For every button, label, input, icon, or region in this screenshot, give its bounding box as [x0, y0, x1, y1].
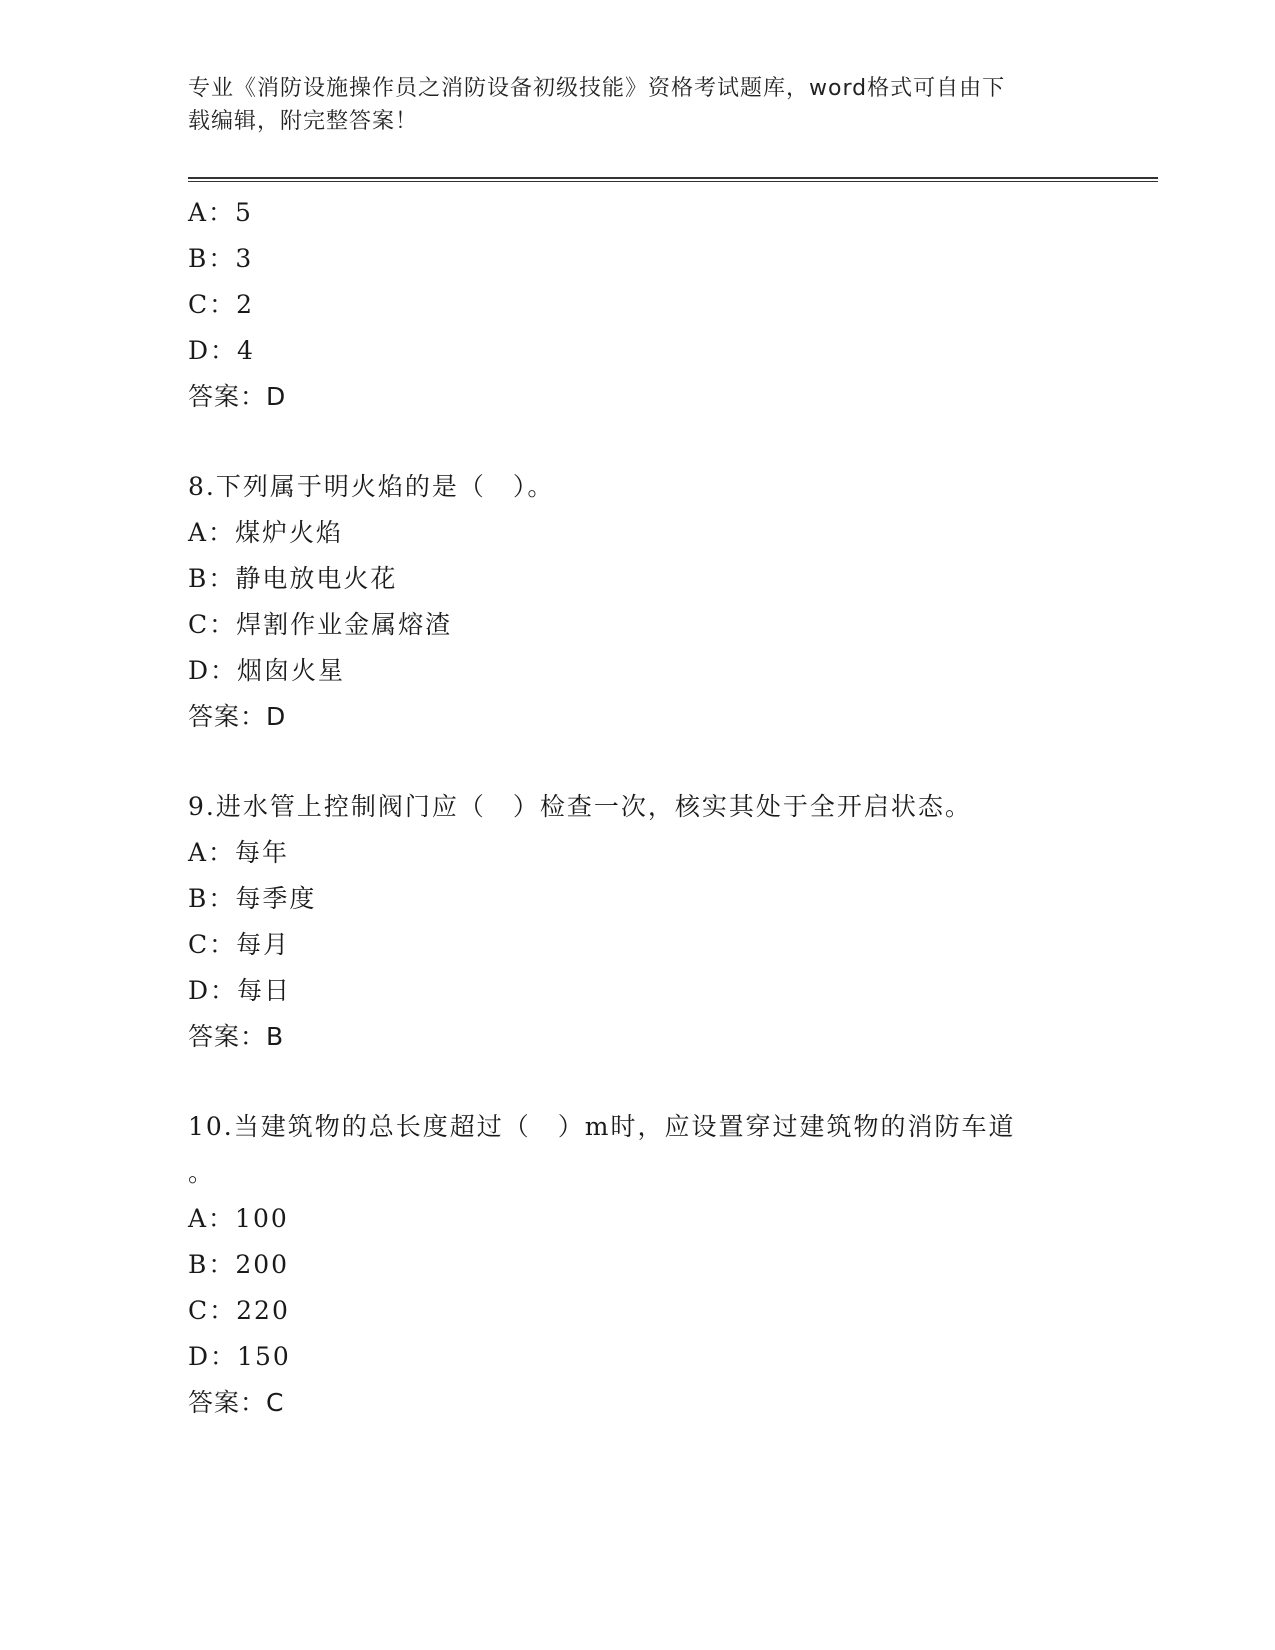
- option-a: A：煤炉火焰: [188, 518, 344, 547]
- question-list: [188, 190, 1088, 1426]
- option-c: C：每月: [188, 930, 291, 959]
- question-stem-line-1: 10.当建筑物的总长度超过（ ）m时，应设置穿过建筑物的消防车道: [188, 1112, 1016, 1141]
- page-header: [188, 72, 1088, 138]
- option-c: C：焊割作业金属熔渣: [188, 610, 453, 639]
- option-c: C：220: [188, 1296, 290, 1325]
- answer: 答案：B: [188, 1022, 285, 1051]
- option-b: B：每季度: [188, 884, 317, 913]
- option-d: D：每日: [188, 976, 292, 1005]
- answer: 答案：D: [188, 382, 287, 411]
- header-line-2: 载编辑，附完整答案！: [188, 109, 419, 134]
- question-stem: 9.进水管上控制阀门应（ ）检查一次，核实其处于全开启状态。: [188, 792, 972, 821]
- option-d: D：4: [188, 336, 255, 365]
- header-line-1: 专业《消防设施操作员之消防设备初级技能》资格考试题库，word格式可自由下: [188, 76, 1006, 101]
- question-stem: 8.下列属于明火焰的是（ ）。: [188, 472, 555, 501]
- option-d: D：烟囱火星: [188, 656, 346, 685]
- question-8: [188, 464, 1088, 740]
- question-7: [188, 190, 1088, 420]
- option-d: D：150: [188, 1342, 291, 1371]
- question-9: [188, 784, 1088, 1060]
- question-stem-line-2: 。: [188, 1158, 216, 1187]
- question-10: [188, 1104, 1088, 1426]
- option-b: B：200: [188, 1250, 290, 1279]
- header-divider: [188, 177, 1158, 182]
- option-a: A：5: [188, 198, 253, 227]
- answer: 答案：D: [188, 702, 287, 731]
- option-c: C：2: [188, 290, 255, 319]
- answer: 答案：C: [188, 1388, 285, 1417]
- option-a: A：每年: [188, 838, 290, 867]
- option-a: A：100: [188, 1204, 289, 1233]
- option-b: B：3: [188, 244, 254, 273]
- option-b: B：静电放电火花: [188, 564, 398, 593]
